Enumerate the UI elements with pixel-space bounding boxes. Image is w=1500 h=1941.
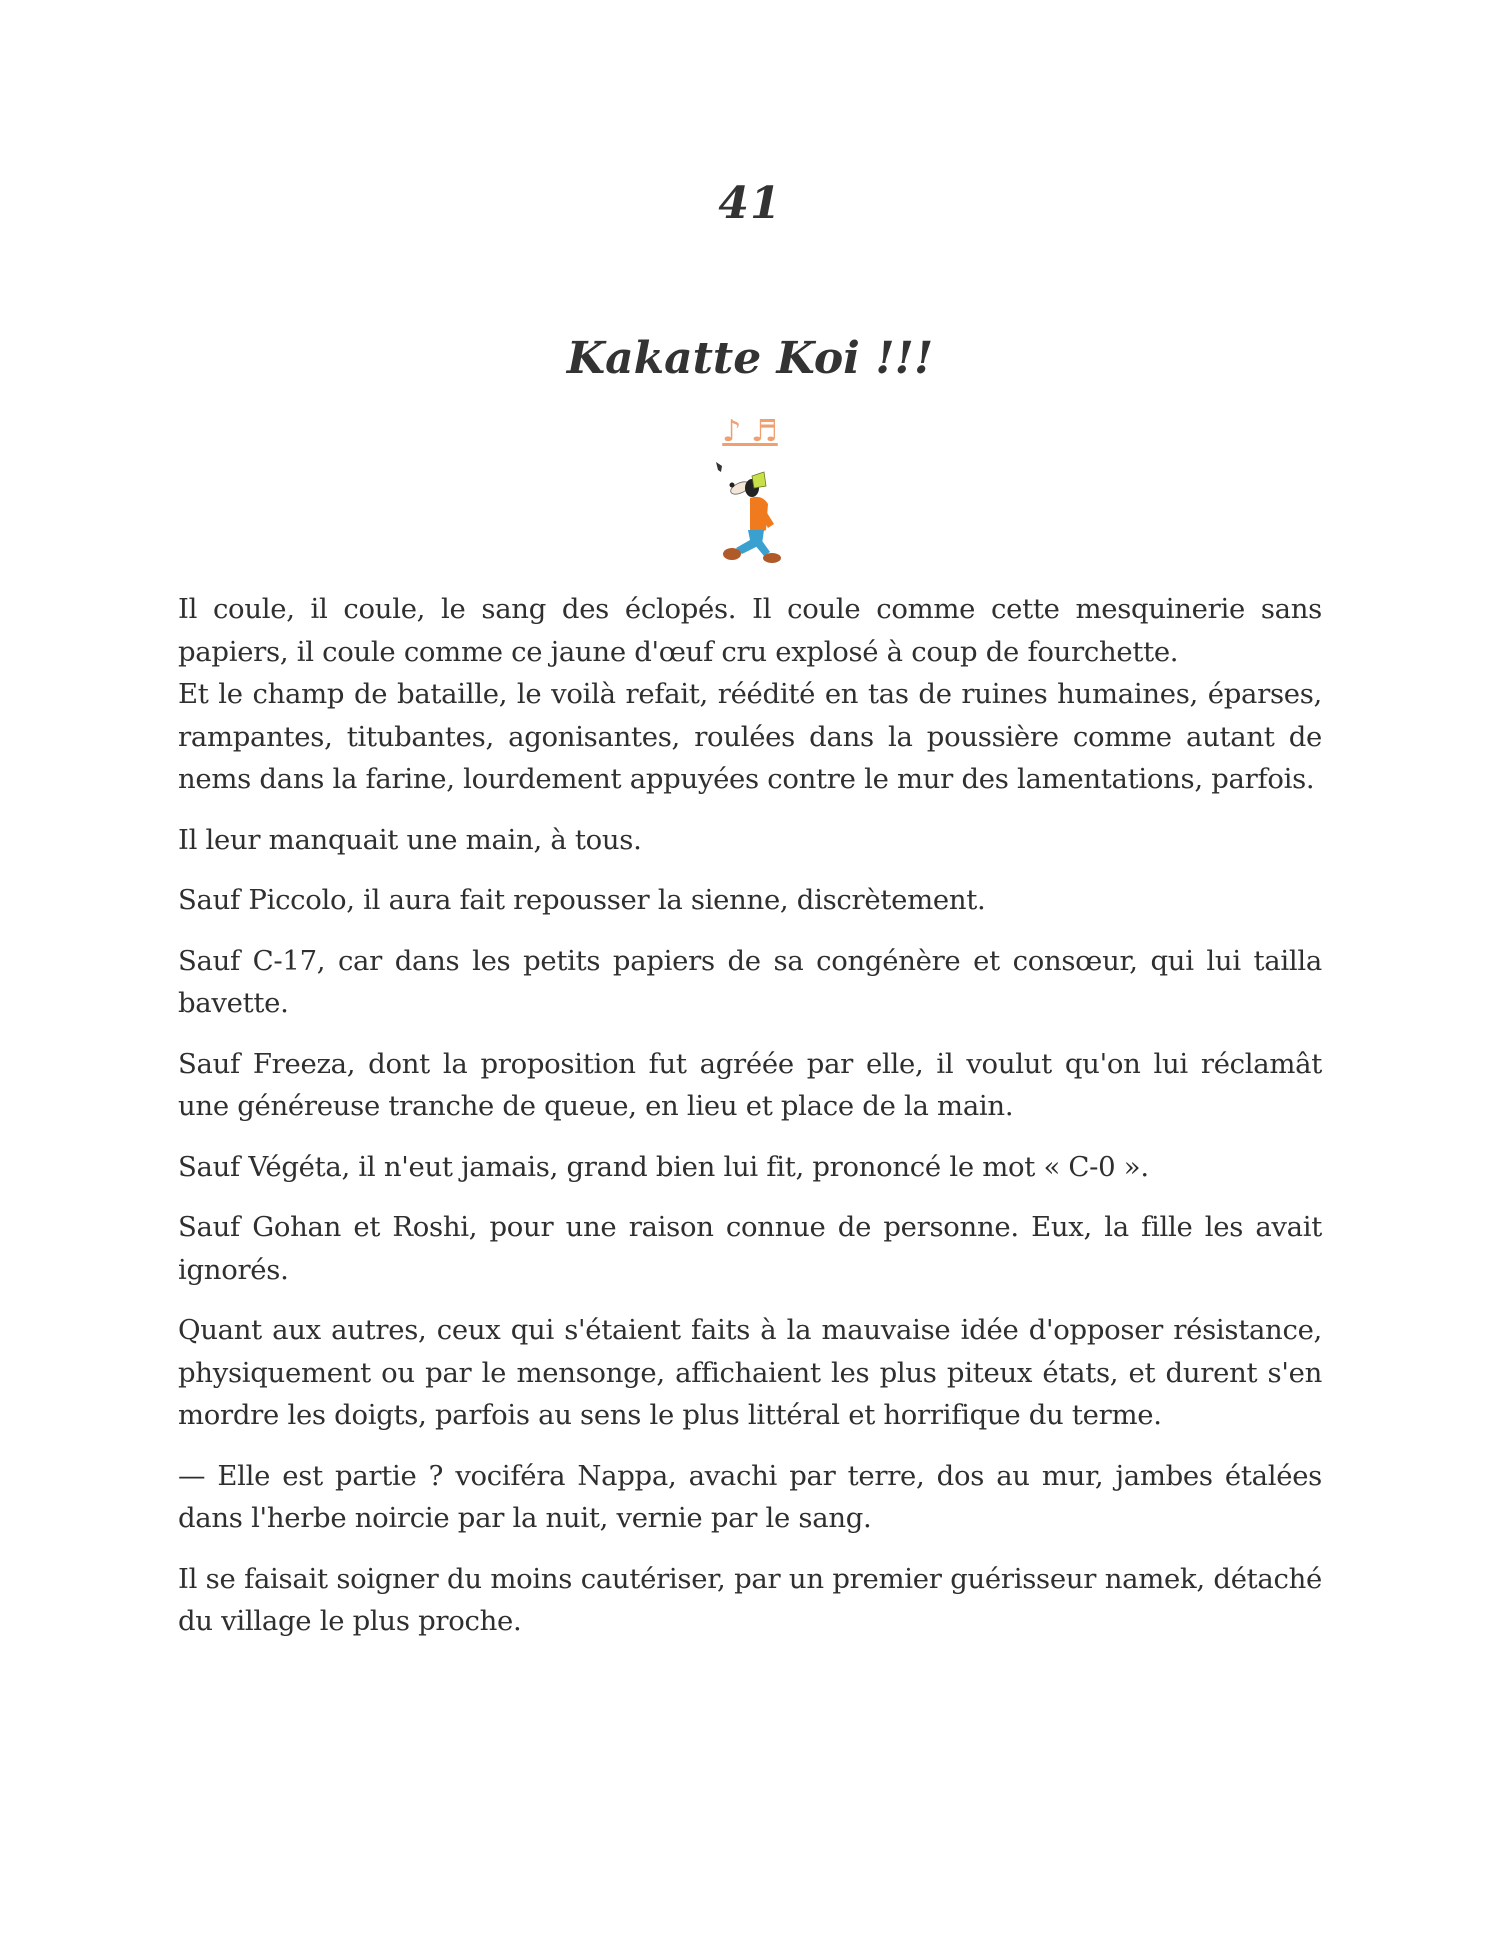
- dancing-cartoon-dog-icon: [712, 458, 792, 568]
- paragraph: Sauf Piccolo, il aura fait repousser la sienne, discrètement.: [178, 884, 986, 916]
- paragraph: Sauf Gohan et Roshi, pour une raison connue de personne. Eux, la fille les avait ignorés.: [178, 1211, 1322, 1286]
- paragraph: Et le champ de bataille, le voilà refait, réédité en tas de ruines humaines, éparses, rampantes, titubantes, agonisantes, roulées dans la poussière comme autant de nems dans la farine, lourdement appuyées contre le mur des lamentations, parfois.: [178, 678, 1322, 795]
- paragraph: Quant aux autres, ceux qui s'étaient faits à la mauvaise idée d'opposer résistance, physiquement ou par le mensonge, affichaient les plus piteux états, et durent s'en mordre les doigts, parfois au sens le plus littéral et horrifique du terme.: [178, 1314, 1322, 1431]
- paragraph: Sauf Freeza, dont la proposition fut agréée par elle, il voulut qu'on lui réclamât une généreuse tranche de queue, en lieu et place de la main.: [178, 1047, 1322, 1122]
- chapter-body: [178, 588, 1322, 1661]
- music-notes-link[interactable]: ♪ ♬: [722, 414, 778, 449]
- paragraph: Sauf Végéta, il n'eut jamais, grand bien lui fit, prononcé le mot « C-0 ».: [178, 1150, 1149, 1183]
- paragraph: Il leur manquait une main, à tous.: [178, 823, 642, 856]
- chapter-title: Kakatte Koi !!!: [566, 333, 934, 384]
- paragraph: Il se faisait soigner du moins cautériser, par un premier guérisseur namek, détaché du village le plus proche.: [178, 1562, 1322, 1637]
- chapter-number: 41: [718, 178, 782, 229]
- paragraph: — Elle est partie ? vociféra Nappa, avachi par terre, dos au mur, jambes étalées dans l'herbe noircie par la nuit, vernie par le sang.: [178, 1459, 1322, 1534]
- paragraph: Il coule, il coule, le sang des éclopés. Il coule comme cette mesquinerie sans papiers, il coule comme ce jaune d'œuf cru explosé à coup de fourchette.: [178, 593, 1322, 668]
- paragraph: Sauf C-17, car dans les petits papiers de sa congénère et consœur, qui lui tailla bavette.: [178, 944, 1322, 1019]
